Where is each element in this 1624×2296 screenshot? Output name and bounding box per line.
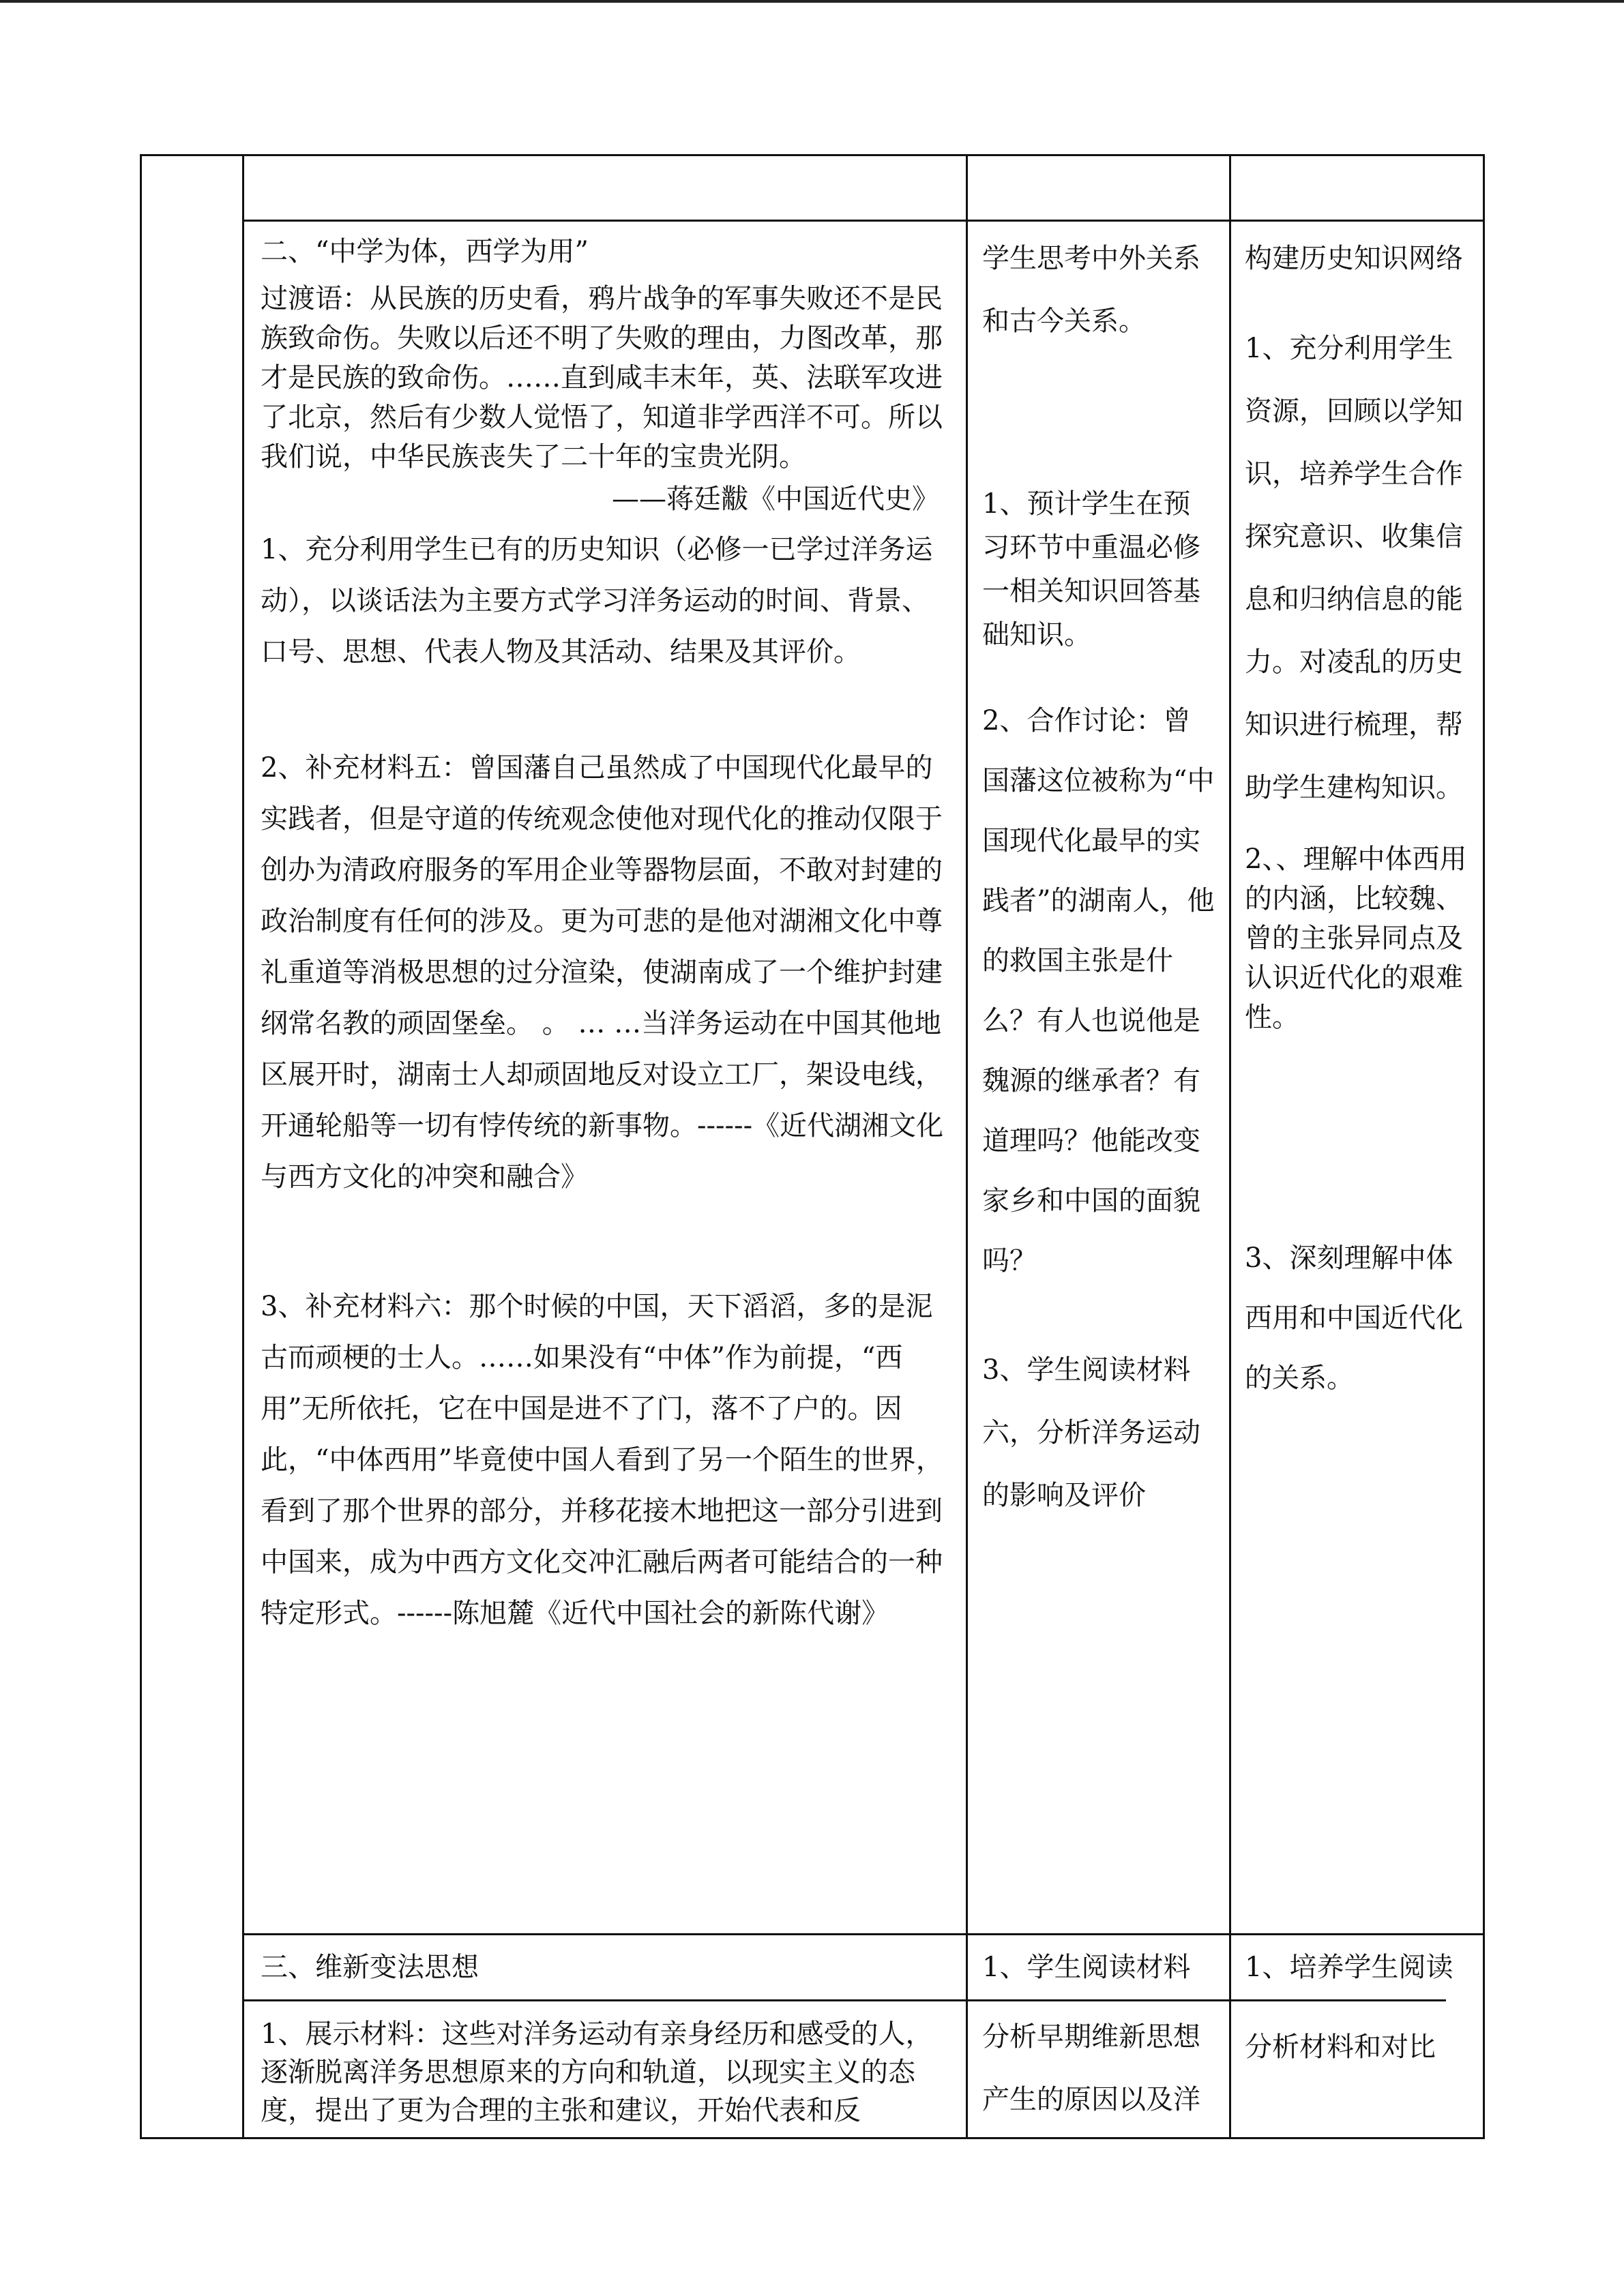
section2-student-p1: 学生思考中外关系和古今关系。 <box>982 243 1200 337</box>
section3-heading: 三、维新变法思想 <box>261 1952 479 1983</box>
row-divider-2 <box>244 1933 1485 1935</box>
section3-content-cell <box>261 2015 953 2130</box>
section2-purpose-p2: 1、充分利用学生资源，回顾以学知识，培养学生合作探究意识、收集信息和归纳信息的能力。对凌乱的历史知识进行梳理，帮助学生建构知识。 <box>1245 333 1463 803</box>
section2-content-cell <box>261 227 953 1639</box>
section3-heading-cell <box>261 1943 953 1992</box>
section2-purpose-p1: 构建历史知识网络 <box>1245 243 1463 274</box>
section2-item1: 1、充分利用学生已有的历史知识（必修一已学过洋务运动），以谈话法为主要方式学习洋务运动的时间、背景、口号、思想、代表人物及其活动、结果及其评价。 <box>261 534 933 668</box>
section3-student-p1: 1、学生阅读材料 <box>982 1952 1191 1983</box>
column-divider-3 <box>1229 154 1231 2139</box>
section2-heading: 二、“中学为体，西学为用” <box>261 236 589 267</box>
section3-student-p2: 分析早期维新思想产生的原因以及洋 <box>982 2021 1200 2115</box>
section2-student-p2: 1、预计学生在预习环节中重温必修一相关知识回答基础知识。 <box>982 488 1200 651</box>
section2-student-p4: 3、学生阅读材料六，分析洋务运动的影响及评价 <box>982 1354 1200 1511</box>
section2-transition: 过渡语：从民族的历史看，鸦片战争的军事失败还不是民族致命伤。失败以后还不明了失败的理由，力图改革，那才是民族的致命伤。……直到咸丰末年，英、法联军攻进了北京，然后有少数人觉悟了，知道非学西洋不可。所以我们说，中华民族丧失了二十年的宝贵光阴。 <box>261 283 943 473</box>
table-top-border <box>140 154 1485 156</box>
section3-purpose-cell <box>1245 1943 1477 2078</box>
column-divider-2 <box>966 154 968 2139</box>
section3-student-cell <box>982 1943 1217 2131</box>
table-left-border <box>140 154 142 2139</box>
column-divider-1 <box>242 154 244 2139</box>
section2-student-cell <box>982 227 1217 1527</box>
section2-student-p3: 2、合作讨论：曾国藩这位被称为“中国现代化最早的实践者”的湖南人，他的救国主张是什么？有人也说他是魏源的继承者？有道理吗？他能改变家乡和中国的面貌吗？ <box>982 705 1215 1277</box>
spacer <box>261 1203 953 1251</box>
table-bottom-border <box>140 2137 1485 2139</box>
table-right-border <box>1483 154 1485 2139</box>
section2-source: ——蒋廷黻《中国近代史》 <box>612 483 939 515</box>
section3-item1: 1、展示材料：这些对洋务运动有亲身经历和感受的人，逐渐脱离洋务思想原来的方向和轨道，以现实主义的态度，提出了更为合理的主张和建议，开始代表和反 <box>261 2018 933 2126</box>
section2-purpose-p4: 3、深刻理解中体西用和中国近代化的关系。 <box>1245 1242 1463 1394</box>
section3-purpose-p1: 1、培养学生阅读 <box>1245 1952 1453 1983</box>
page-top-edge <box>0 0 1624 3</box>
section2-item3: 3、补充材料六：那个时候的中国，天下滔滔，多的是泥古而顽梗的士人。……如果没有“中体”作为前提，“西用”无所依托，它在中国是进不了门，落不了户的。因此，“中体西用”毕竟使中国人看到了另一个陌生的世界，看到了那个世界的部分，并移花接木地把这一部分引进到中国来，成为中西方文化交冲汇融后两者可能结合的一种特定形式。------陈旭麓《近代中国社会的新陈代谢》 <box>261 1291 943 1629</box>
section2-purpose-cell <box>1245 227 1477 1408</box>
section3-purpose-p2: 分析材料和对比 <box>1245 2031 1436 2063</box>
section2-purpose-p3: 2、、理解中体西用的内涵，比较魏、曾的主张异同点及认识近代化的艰难性。 <box>1245 844 1467 1033</box>
section2-item2: 2、补充材料五：曾国藩自己虽然成了中国现代化最早的实践者，但是守道的传统观念使他对现代化的推动仅限于创办为清政府服务的军用企业等器物层面，不敢对封建的政治制度有任何的涉及。更为可悲的是他对湖湘文化中尊礼重道等消极思想的过分渲染，使湖南成了一个维护封建纲常名教的顽固堡垒。 。 … …当洋务运动在中国其他地区展开时，湖南士人却顽固地反对设立工厂，架设电线，开通轮船等一切有悖传统的新事物。------《近代湖湘文化与西方文化的冲突和融合》 <box>261 752 944 1193</box>
row-divider-1 <box>244 220 1485 222</box>
spacer <box>261 678 953 726</box>
